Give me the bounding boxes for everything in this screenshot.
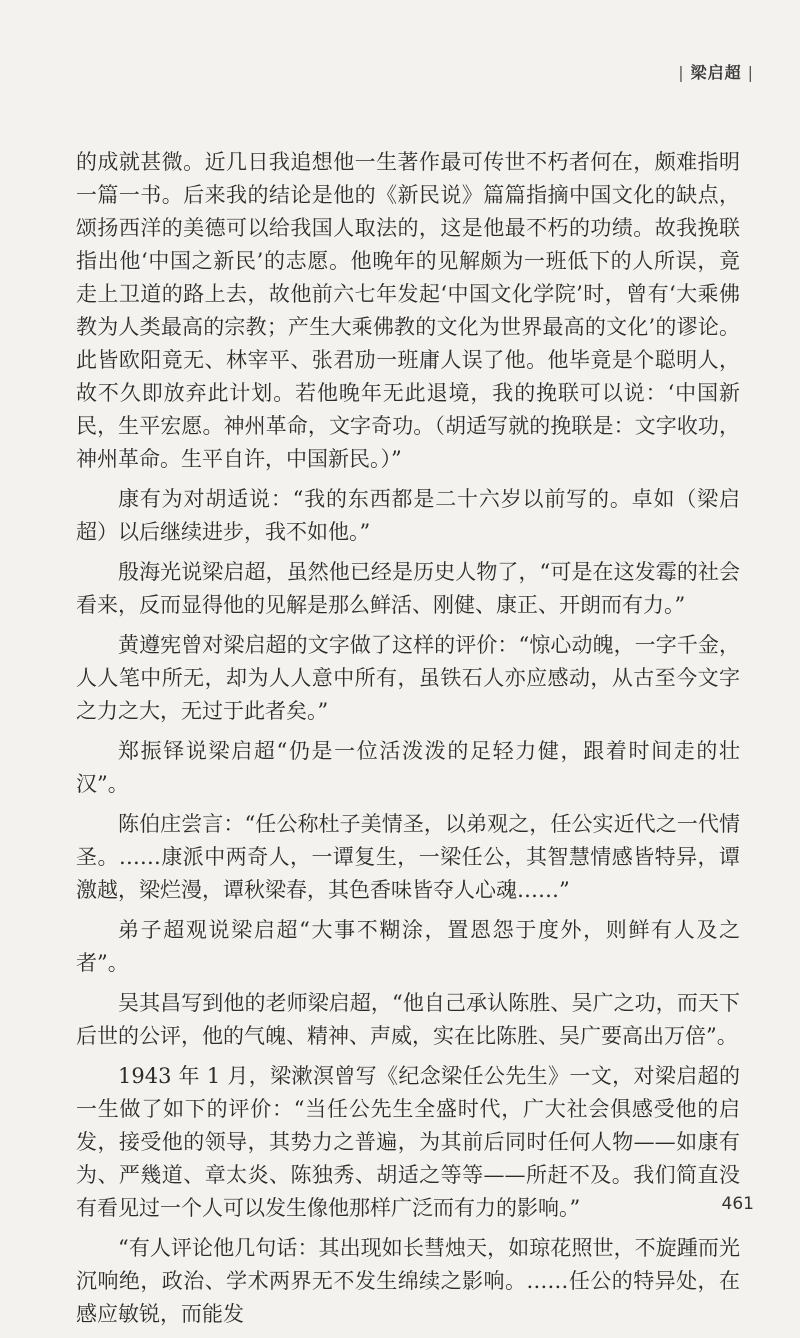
- paragraph: 陈伯庄尝言：“任公称杜子美情圣，以弟观之，任公实近代之一代情圣。……康派中两奇人，一谭复生，一梁任公，其智慧情感皆特异，谭激越，梁烂漫，谭秋梁春，其色香味皆夺人心魂……”: [76, 812, 740, 902]
- paragraph: “有人评论他几句话：其出现如长彗烛天，如琼花照世，不旋踵而光沉响绝，政治、学术两界无不发生绵续之影响。……任公的特异处，在感应敏锐，而能发: [76, 1236, 740, 1326]
- page-body: [76, 146, 740, 1338]
- page-number: 461: [721, 1194, 754, 1214]
- paragraph: 康有为对胡适说：“我的东西都是二十六岁以前写的。卓如（梁启超）以后继续进步，我不如他。”: [76, 487, 740, 544]
- header-bar-left: |: [678, 63, 685, 82]
- paragraph: 的成就甚微。近几日我追想他一生著作最可传世不朽者何在，颇难指明一篇一书。后来我的结论是他的《新民说》篇篇指摘中国文化的缺点，颂扬西洋的美德可以给我国人取法的，这是他最不朽的功绩。故我挽联指出他‘中国之新民’的志愿。他晚年的见解颇为一班低下的人所误，竟走上卫道的路上去，故他前六七年发起‘中国文化学院’时，曾有‘大乘佛教为人类最高的宗教；产生大乘佛教的文化为世界最高的文化’的谬论。此皆欧阳竟无、林宰平、张君劢一班庸人误了他。他毕竟是个聪明人，故不久即放弃此计划。若他晚年无此退境，我的挽联可以说：‘中国新民，生平宏愿。神州革命，文字奇功。（胡适写就的挽联是：文字收功，神州革命。生平自许，中国新民。）”: [76, 150, 740, 471]
- paragraph: 弟子超观说梁启超“大事不糊涂，置恩怨于度外，则鲜有人及之者”。: [76, 918, 740, 975]
- paragraph: 1943 年 1 月，梁漱溟曾写《纪念梁任公先生》一文，对梁启超的一生做了如下的评价：“当任公先生全盛时代，广大社会俱感受他的启发，接受他的领导，其势力之普遍，为其前后同时任何人物——如康有为、严幾道、章太炎、陈独秀、胡适之等等——所赶不及。我们简直没有看见过一个人可以发生像他那样广泛而有力的影响。”: [76, 1064, 740, 1220]
- running-header: [672, 60, 760, 83]
- paragraph: 郑振铎说梁启超“仍是一位活泼泼的足轻力健，跟着时间走的壮汉”。: [76, 739, 740, 796]
- paragraph: 吴其昌写到他的老师梁启超，“他自己承认陈胜、吴广之功，而天下后世的公评，他的气魄、精神、声威，实在比陈胜、吴广要高出万倍”。: [76, 991, 740, 1048]
- header-bar-right: |: [747, 63, 754, 82]
- header-title: 梁启超: [690, 63, 742, 82]
- paragraph: 黄遵宪曾对梁启超的文字做了这样的评价：“惊心动魄，一字千金，人人笔中所无，却为人人意中所有，虽铁石人亦应感动，从古至今文字之力之大，无过于此者矣。”: [76, 633, 740, 723]
- paragraph: 殷海光说梁启超，虽然他已经是历史人物了，“可是在这发霉的社会看来，反而显得他的见解是那么鲜活、刚健、康正、开朗而有力。”: [76, 560, 740, 617]
